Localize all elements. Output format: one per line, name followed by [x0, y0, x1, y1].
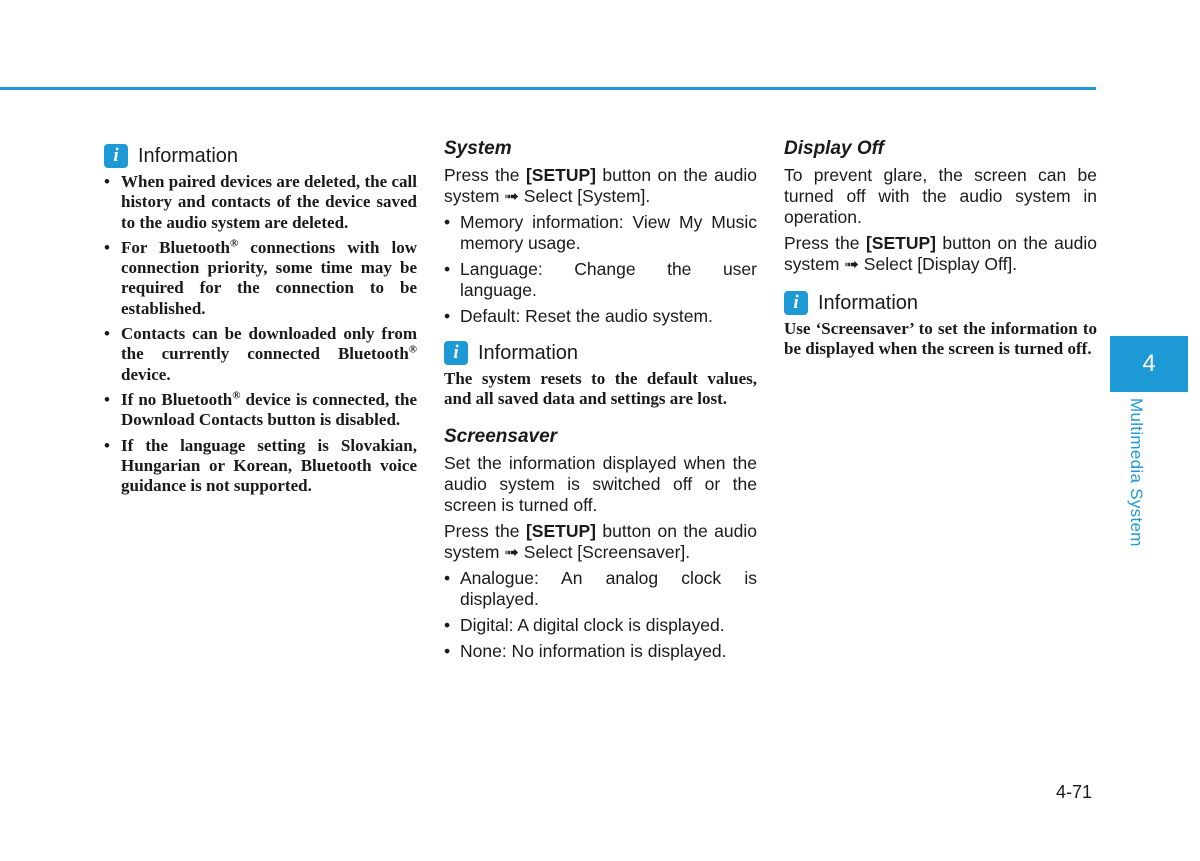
list-item: • If the language setting is Slovakian, Hungarian or Korean, Bluetooth voice guidance is not supported.: [104, 436, 417, 497]
chapter-tab: 4: [1110, 336, 1188, 392]
info-icon: i: [784, 291, 808, 315]
info-title: Information: [138, 144, 239, 167]
list-item: • Language: Change the user language.: [444, 259, 757, 301]
screensaver-options: [444, 568, 757, 662]
info-header: [104, 144, 417, 168]
info-text: The system resets to the default values, and all saved data and settings are lost.: [444, 369, 757, 409]
setup-label: [SETUP]: [525, 520, 596, 541]
display-off-description: To prevent glare, the screen can be turned off with the audio system in operation.: [784, 165, 1097, 227]
list-item: • Default: Reset the audio system.: [444, 306, 757, 327]
info-icon: i: [444, 341, 468, 365]
section-title-system: System: [444, 138, 512, 159]
info-title: Information: [478, 341, 579, 364]
column-right: [784, 138, 1097, 376]
section-title-display-off: Display Off: [784, 138, 884, 159]
screensaver-instruction: Press the [SETUP] button on the audio system ➟ Select [Screensaver].: [444, 520, 757, 562]
list-item: • For Bluetooth® connections with low connection priority, some time may be required for the connection to be established.: [104, 238, 417, 319]
setup-label: [SETUP]: [525, 165, 596, 185]
info-icon: i: [104, 144, 128, 168]
info-text: Use ‘Screensaver’ to set the information to be displayed when the screen is turned off.: [784, 319, 1097, 359]
list-item: • Digital: A digital clock is displayed.: [444, 615, 757, 636]
list-item: • If no Bluetooth® device is connected, the Download Contacts button is disabled.: [104, 390, 417, 431]
system-options: [444, 212, 757, 327]
system-instruction: Press the [SETUP] button on the audio system ➟ Select [System].: [444, 165, 757, 206]
info-header: [444, 341, 757, 365]
info-header: [784, 291, 1097, 315]
column-left: [104, 138, 417, 501]
info-title: Information: [818, 291, 919, 314]
chapter-name: Multimedia System: [1127, 398, 1146, 547]
info-list: [104, 172, 417, 496]
setup-label: [SETUP]: [865, 233, 936, 253]
list-item: • Contacts can be downloaded only from the currently connected Bluetooth® device.: [104, 324, 417, 385]
column-middle: [444, 138, 757, 667]
list-item: • None: No information is displayed.: [444, 641, 757, 662]
display-off-instruction: Press the [SETUP] button on the audio system ➟ Select [Display Off].: [784, 233, 1097, 274]
section-title-screensaver: Screensaver: [444, 425, 558, 447]
top-rule: [0, 87, 1096, 90]
screensaver-description: Set the information displayed when the audio system is switched off or the screen is turned off.: [444, 452, 757, 515]
list-item: • Analogue: An analog clock is displayed.: [444, 568, 757, 610]
list-item: • When paired devices are deleted, the call history and contacts of the device saved to the audio system are deleted.: [104, 172, 417, 233]
list-item: • Memory information: View My Music memory usage.: [444, 212, 757, 254]
page-number: 4-71: [1056, 782, 1093, 802]
